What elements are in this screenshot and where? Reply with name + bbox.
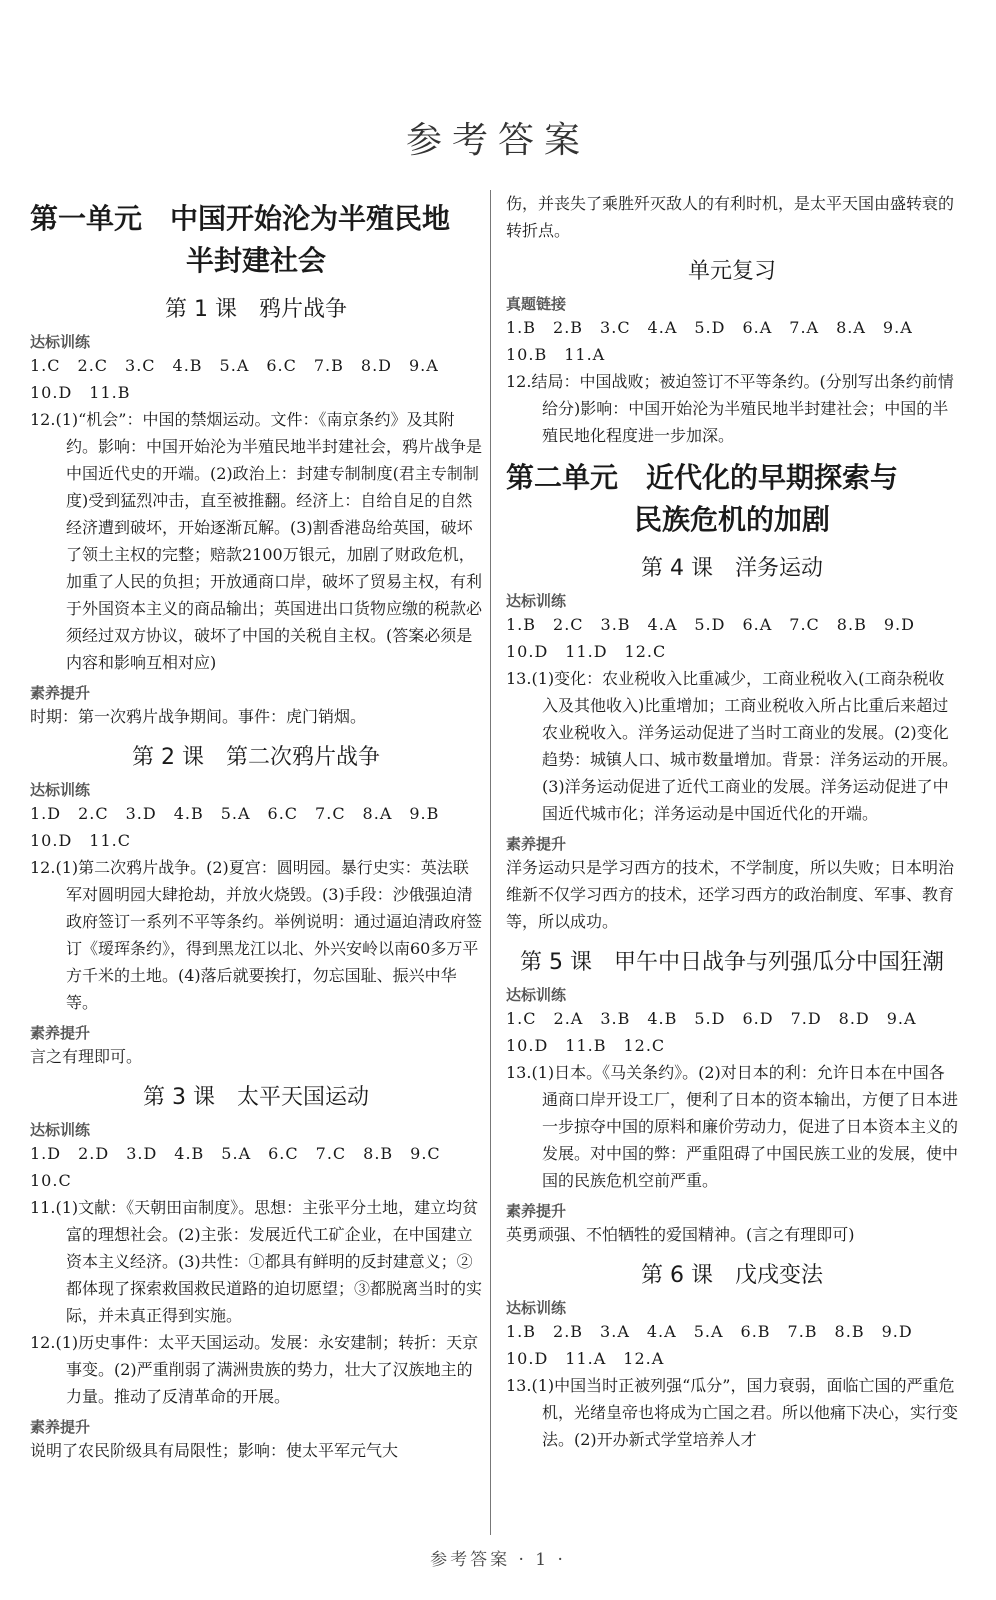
answer-item: 13.(1)中国当时正被列强“瓜分”，国力衰弱，面临亡国的严重危机，光绪皇帝也将成为亡国之君。所以他痛下决心，实行变法。(2)开办新式学堂培养人才 (506, 1376, 959, 1449)
answer-item: 13.(1)变化：农业税收入比重减少，工商业税收入(工商杂税收入及其他收入)比重增加；工商业税收入所占比重后来超过农业税收入。洋务运动促进了当时工商业的发展。(2)变化趋势：城镇人口、城市数量增加。背景：洋务运动的开展。(3)洋务运动促进了近代工商业的发展。洋务运动促进了中国近代城市化；洋务运动是中国近代化的开端。 (506, 669, 959, 823)
unit-title-line1: 第一单元 中国开始沦为半殖民地 (30, 202, 451, 235)
page-title: 参考答案 (405, 120, 590, 161)
answer-item: 12.结局：中国战败；被迫签订不平等条约。(分别写出条约前情给分)影响：中国开始沦为半殖民地半封建社会；中国的半殖民地化程度进一步加深。 (506, 372, 954, 445)
lesson-title: 第 2 课 第二次鸦片战争 (132, 745, 380, 770)
section-label: 素养提升 (506, 835, 567, 853)
unit-title-line1: 第二单元 近代化的早期探索与 (506, 461, 899, 494)
answer-line: 说明了农民阶级具有局限性；影响：使太平军元气大 (30, 1441, 399, 1460)
answer-item: 12.(1)历史事件：太平天国运动。发展：永安建制；转折：天京事变。(2)严重削弱了满洲贵族的势力，壮大了汉族地主的力量。推动了反清革命的开展。 (30, 1333, 479, 1406)
section-label: 达标训练 (30, 781, 91, 799)
answer-item: 11.(1)文献：《天朝田亩制度》。思想：主张平分土地，建立均贫富的理想社会。(2)主张：发展近代工矿企业，在中国建立资本主义经济。(3)共性：①都具有鲜明的反封建意义；②都体现了探索救国救民道路的迫切愿望；③都脱离当时的实际，并未真正得到实施。 (30, 1198, 483, 1325)
answer-line: 英勇顽强、不怕牺牲的爱国精神。(言之有理即可) (506, 1225, 855, 1244)
section-label: 素养提升 (30, 684, 91, 702)
section-label: 素养提升 (30, 1418, 91, 1436)
section-label: 达标训练 (30, 1121, 91, 1139)
column-divider (490, 190, 491, 1535)
section-label: 素养提升 (30, 1024, 91, 1042)
section-label: 达标训练 (506, 592, 567, 610)
answer-line: 言之有理即可。 (30, 1047, 143, 1066)
answer-line: 1.D 2.D 3.D 4.B 5.A 6.C 7.C 8.B 9.C (30, 1144, 441, 1163)
answer-line: 10.D 11.D 12.C (506, 642, 667, 661)
answer-line: 1.D 2.C 3.D 4.B 5.A 6.C 7.C 8.A 9.B (30, 804, 440, 823)
page-number: · 1 · (518, 1550, 566, 1570)
page-footer (0, 1545, 996, 1570)
section-label: 真题链接 (506, 295, 567, 313)
lesson-title: 第 4 课 洋务运动 (641, 556, 823, 581)
left-column (30, 190, 482, 1464)
footer-label: 参考答案 (430, 1550, 511, 1570)
answer-line: 10.C (30, 1171, 72, 1190)
right-column (506, 190, 958, 1453)
lesson-title: 第 1 课 鸦片战争 (165, 297, 347, 322)
lesson-title: 单元复习 (687, 259, 776, 284)
answer-line: 10.D 11.A 12.A (506, 1349, 665, 1368)
answer-line: 时期：第一次鸦片战争期间。事件：虎门销烟。 (30, 707, 367, 726)
unit-title-line2: 半封建社会 (185, 244, 326, 277)
answer-line: 1.B 2.B 3.C 4.A 5.D 6.A 7.A 8.A 9.A (506, 318, 913, 337)
answer-line: 10.D 11.C (30, 831, 131, 850)
answer-item: 13.(1)日本。《马关条约》。(2)对日本的利：允许日本在中国各通商口岸开设工厂，便利了日本的资本输出，方便了日本进一步掠夺中国的原料和廉价劳动力，促进了日本资本主义的发展。对中国的弊：严重阻碍了中国民族工业的发展，使中国的民族危机空前严重。 (506, 1063, 959, 1190)
answer-line: 1.C 2.C 3.C 4.B 5.A 6.C 7.B 8.D 9.A (30, 356, 439, 375)
continued-text: 伤，并丧失了乘胜歼灭敌人的有利时机，是太平天国由盛转衰的转折点。 (506, 194, 955, 240)
answer-line: 10.B 11.A (506, 345, 606, 364)
answer-line: 10.D 11.B (30, 383, 131, 402)
answer-item: 12.(1)“机会”：中国的禁烟运动。文件：《南京条约》及其附约。影响：中国开始沦为半殖民地半封建社会，鸦片战争是中国近代史的开端。(2)政治上：封建专制制度(君主专制制度)受到猛烈冲击，直至被推翻。经济上：自给自足的自然经济遭到破坏，开始逐渐瓦解。(3)割香港岛给英国，破坏了领土主权的完整；赔款2100万银元，加剧了财政危机，加重了人民的负担；开放通商口岸，破坏了贸易主权，有利于外国资本主义的商品输出；英国进出口货物应缴的税款必须经过双方协议，破坏了中国的关税自主权。(答案必须是内容和影响互相对应) (30, 410, 483, 672)
section-label: 素养提升 (506, 1202, 567, 1220)
section-label: 达标训练 (506, 1299, 567, 1317)
unit-title-line2: 民族危机的加剧 (633, 503, 830, 536)
lesson-title: 第 5 课 甲午中日战争与列强瓜分中国狂潮 (520, 950, 944, 975)
unit-title (30, 198, 482, 282)
answer-line: 1.B 2.B 3.A 4.A 5.A 6.B 7.B 8.B 9.D (506, 1322, 913, 1341)
section-label: 达标训练 (30, 333, 91, 351)
unit-title (506, 457, 958, 541)
answer-line: 10.D 11.B 12.C (506, 1036, 666, 1055)
answer-item: 12.(1)第二次鸦片战争。(2)夏宫：圆明园。暴行史实：英法联军对圆明园大肆抢劫，并放火烧毁。(3)手段：沙俄强迫清政府签订一系列不平等条约。举例说明：通过逼迫清政府签订《瑷珲条约》，得到黑龙江以北、外兴安岭以南60多万平方千米的土地。(4)落后就要挨打，勿忘国耻、振兴中华等。 (30, 858, 483, 1012)
lesson-title: 第 3 课 太平天国运动 (143, 1085, 369, 1110)
section-label: 达标训练 (506, 986, 567, 1004)
lesson-title: 第 6 课 戊戌变法 (641, 1263, 823, 1288)
answer-line: 1.C 2.A 3.B 4.B 5.D 6.D 7.D 8.D 9.A (506, 1009, 917, 1028)
answer-line: 洋务运动只是学习西方的技术，不学制度，所以失败；日本明治维新不仅学习西方的技术，还学习西方的政治制度、军事、教育等，所以成功。 (506, 858, 955, 931)
answer-line: 1.B 2.C 3.B 4.A 5.D 6.A 7.C 8.B 9.D (506, 615, 915, 634)
